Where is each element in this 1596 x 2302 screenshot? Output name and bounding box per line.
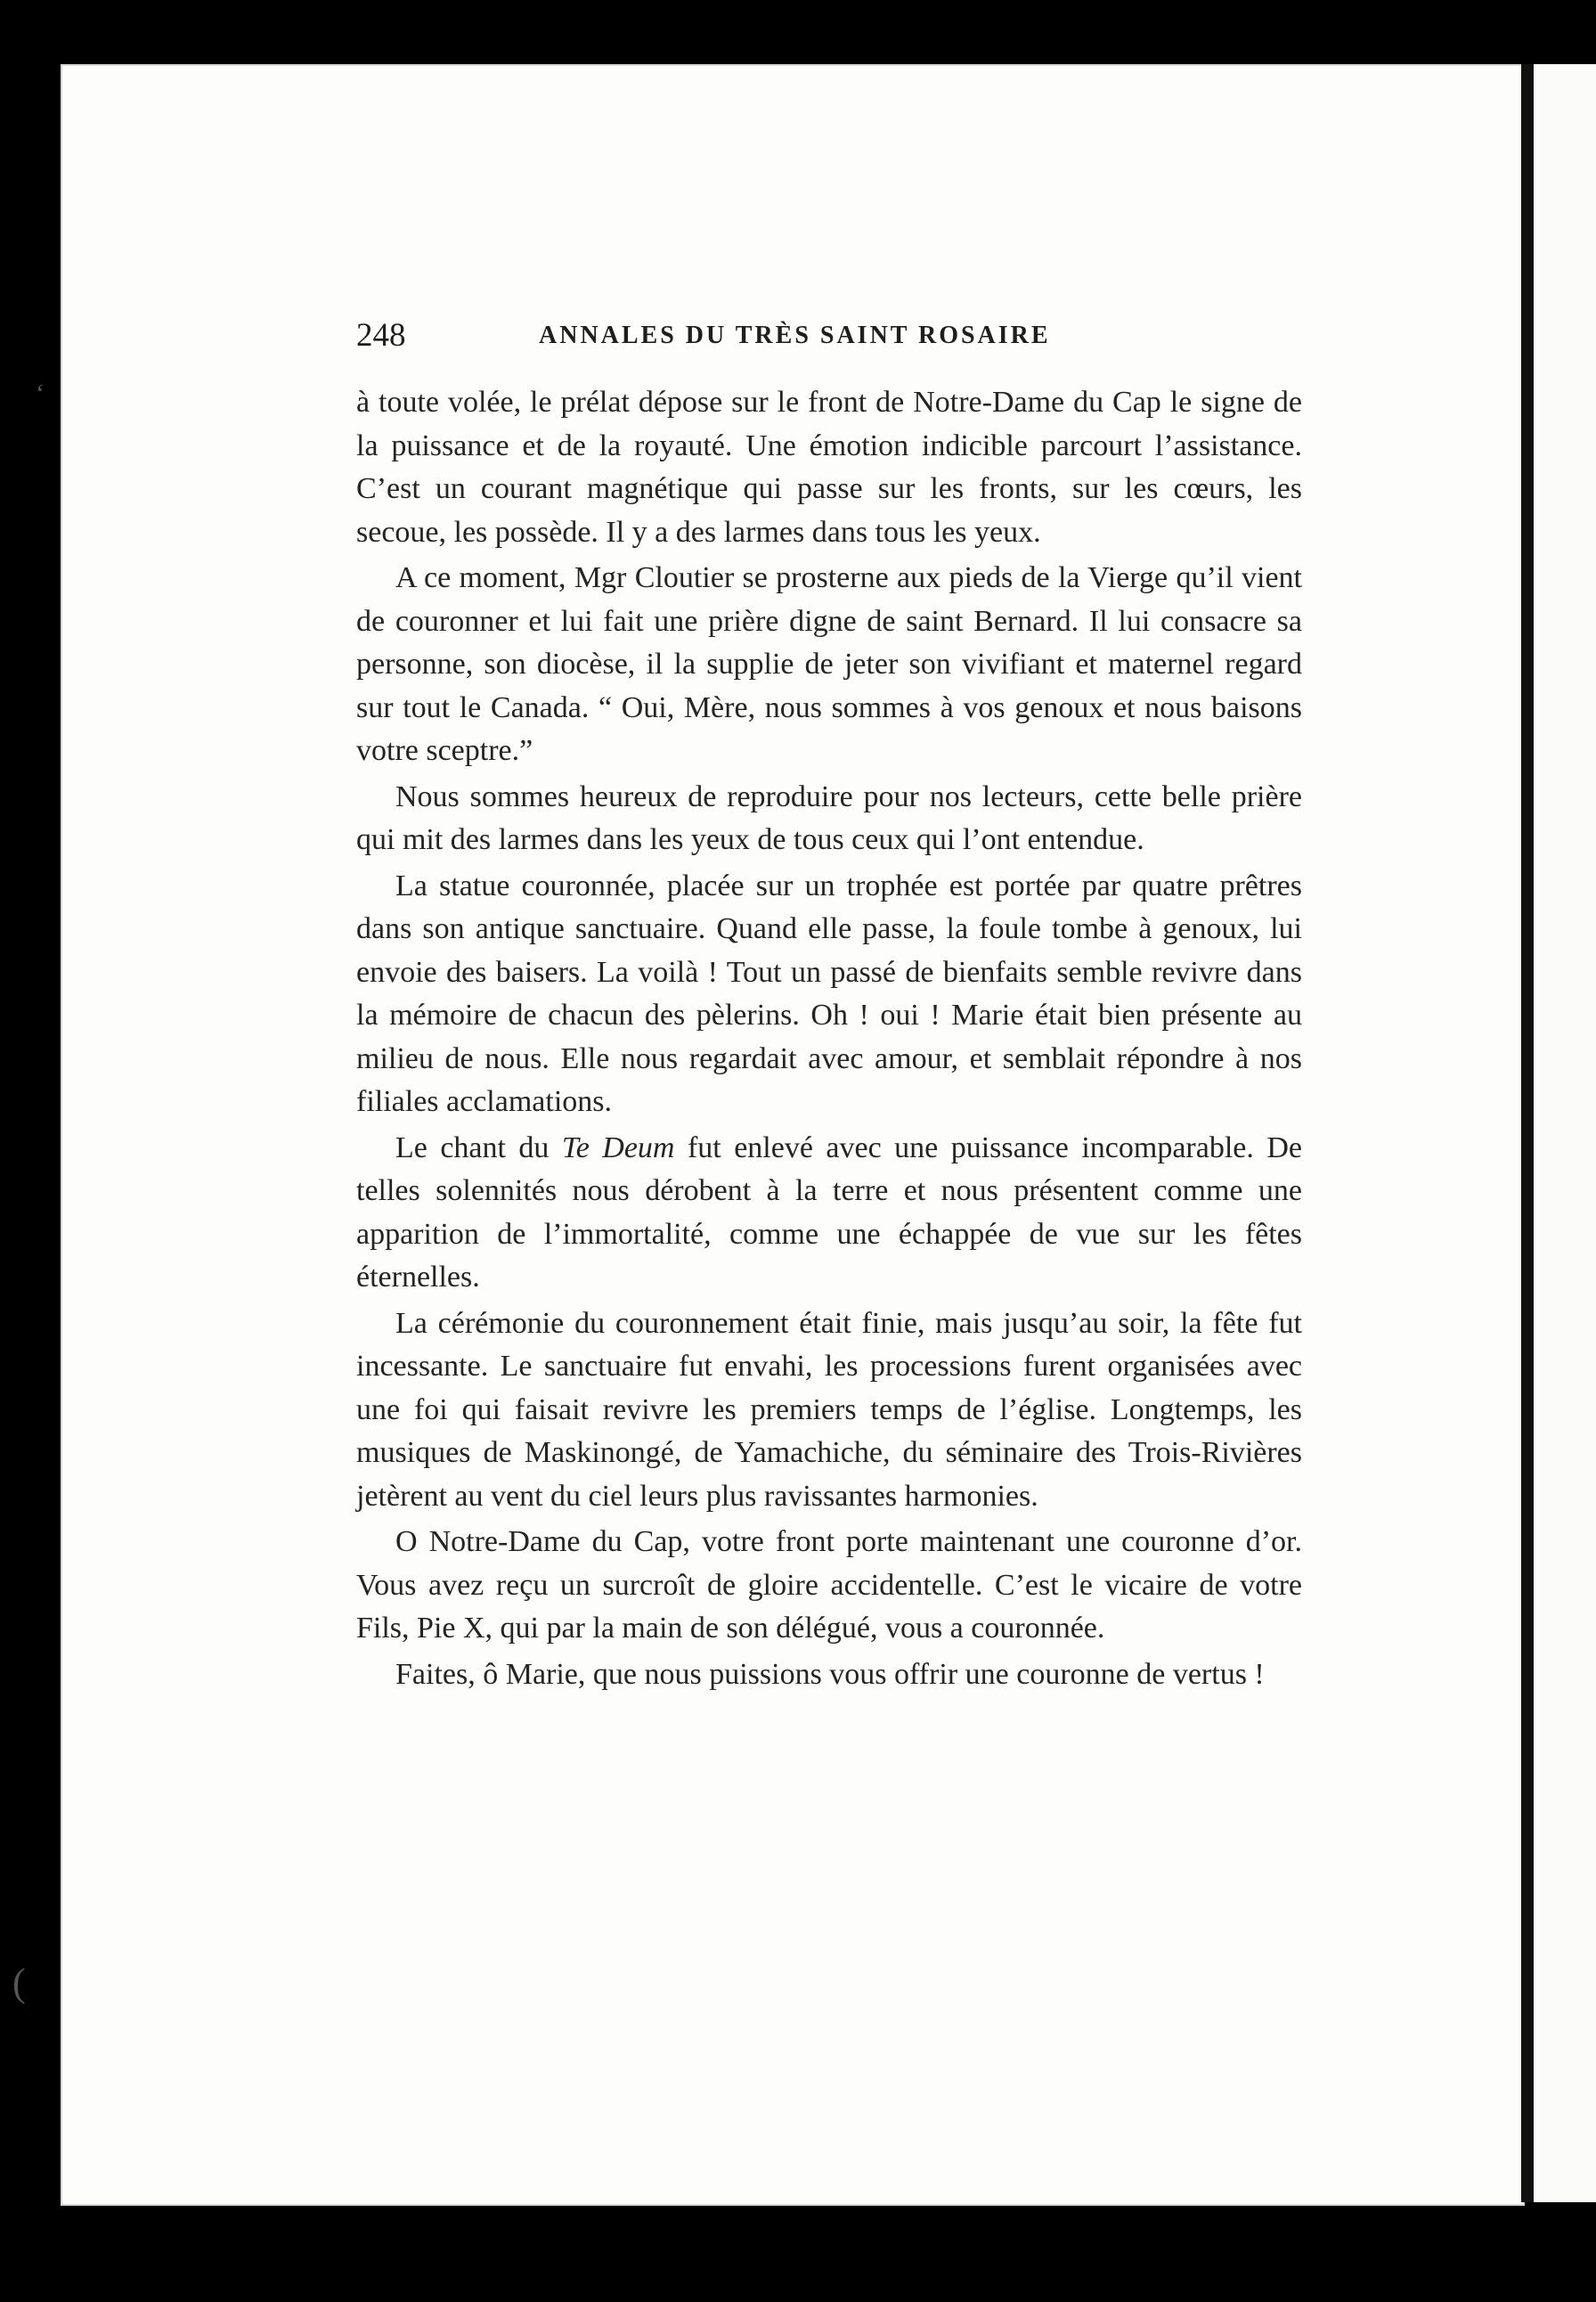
te-deum-title: Te Deum <box>561 1131 675 1164</box>
te-deum-lead: Le chant du <box>395 1131 562 1164</box>
margin-speck: ‘ <box>36 379 45 408</box>
paragraph-4: La statue couronnée, placée sur un trophée est portée par quatre prêtres dans son antique sanctuaire. Quand elle passe, la foule tombe à genoux, lui envoie des baisers. La voilà ! Tout un passé de bienfaits semble revivre dans la mémoire de chacun des pèlerins. Oh ! oui ! Marie était bien présente au milieu de nous. Elle nous regardait avec amour, et semblait répondre à nos filiales acclamations. <box>356 869 1302 1118</box>
paragraph-2: A ce moment, Mgr Cloutier se prosterne aux pieds de la Vierge qu’il vient de couronner et lui fait une prière digne de saint Bernard. Il lui consacre sa personne, son diocèse, il la supplie de jeter son vivifiant et maternel regard sur tout le Canada. “ Oui, Mère, nous sommes à vos genoux et nous baisons votre sceptre.” <box>356 561 1302 767</box>
paragraph-1: à toute volée, le prélat dépose sur le front de Notre-Dame du Cap le signe de la puissance et de la royauté. Une émotion indicible parcourt l’assistance. C’est un courant magnétique qui passe sur les fronts, sur les cœurs, les secoue, les possède. Il y a des larmes dans tous les yeux. <box>356 386 1302 549</box>
paragraph-5 <box>356 1127 1302 1300</box>
body-text <box>356 381 1302 1699</box>
margin-speck: ( <box>12 1961 26 2004</box>
paragraph-8: Faites, ô Marie, que nous puissions vous offrir une couronne de vertus ! <box>395 1657 1265 1691</box>
book-gutter <box>1521 64 1534 2202</box>
running-head <box>356 314 1309 358</box>
te-deum-rest: fut enlevé avec une puissance incomparable. <box>674 1131 1267 1164</box>
page-number: 248 <box>356 317 406 354</box>
facing-page-edge <box>1534 64 1596 2202</box>
paragraph-7: O Notre-Dame du Cap, votre front porte maintenant une couronne d’or. Vous avez reçu un surcroît de gloire accidentelle. C’est le vicaire de votre Fils, Pie X, qui par la main de son délégué, vous a couronnée. <box>356 1525 1302 1645</box>
running-title: ANNALES DU TRÈS SAINT ROSAIRE <box>539 322 1051 349</box>
paragraph-5-tail: De telles solennités nous dérobent à la terre et nous présentent comme une apparition de l’immortalité, comme une échappée de vue sur les fêtes éternelles. <box>356 1131 1303 1294</box>
paragraph-6: La cérémonie du couronnement était finie, mais jusqu’au soir, la fête fut incessante. Le sanctuaire fut envahi, les processions furent organisées avec une foi qui faisait revivre les premiers temps de l’église. Longtemps, les musiques de Maskinongé, de Yamachiche, du séminaire des Trois-Rivières jetèrent au vent du ciel leurs plus ravissantes harmonies. <box>356 1306 1302 1513</box>
paragraph-3: Nous sommes heureux de reproduire pour nos lecteurs, cette belle prière qui mit des larmes dans les yeux de tous ceux qui l’ont entendue. <box>356 780 1302 856</box>
